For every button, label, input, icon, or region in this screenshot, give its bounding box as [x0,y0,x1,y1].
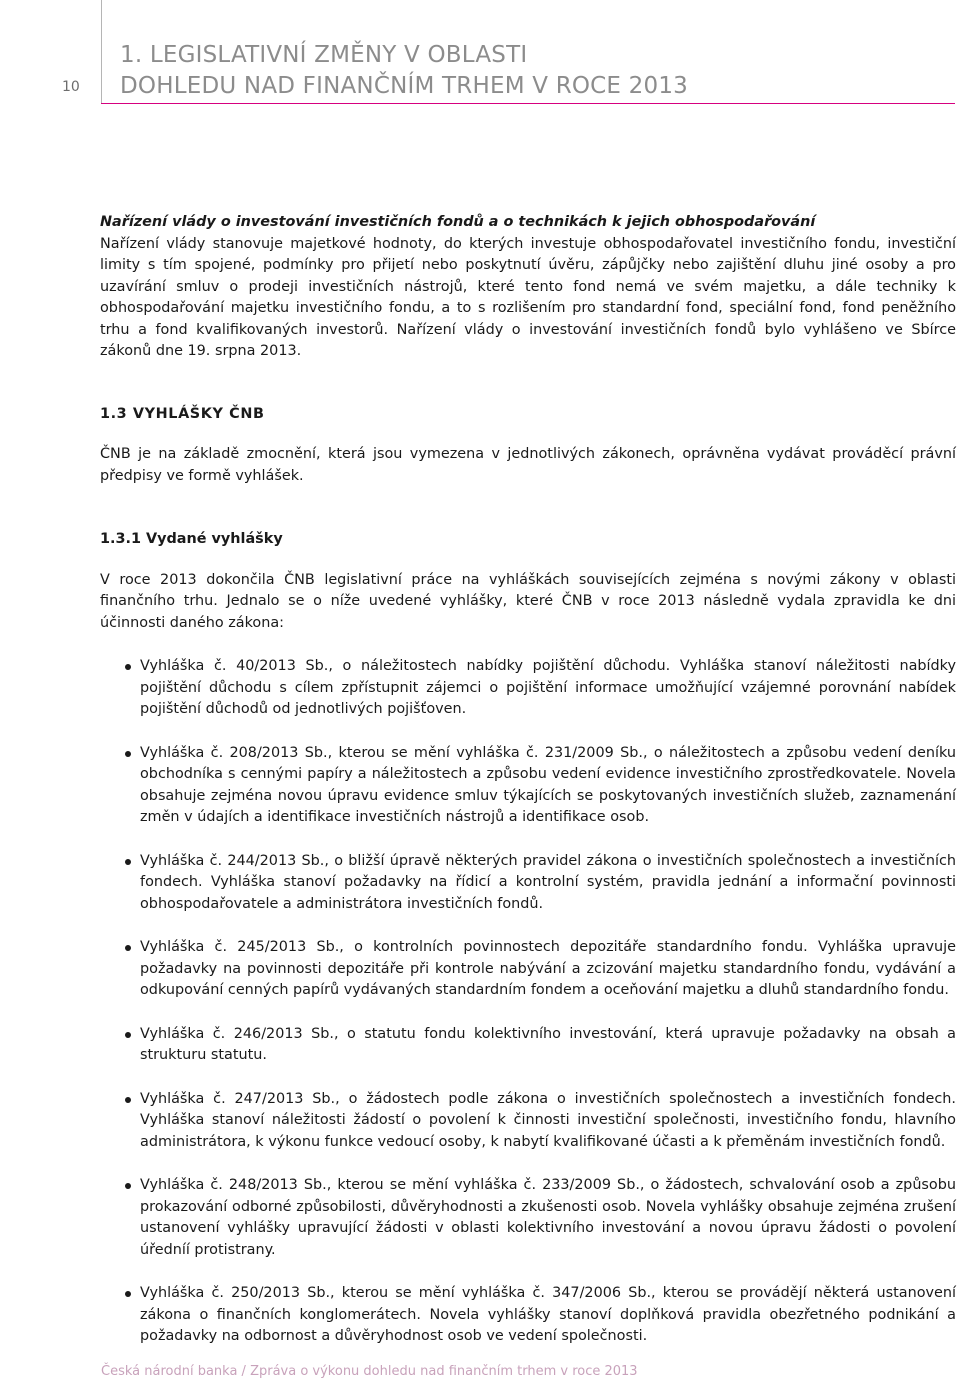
chapter-title [120,40,688,102]
decree-text: Vyhláška č. 248/2013 Sb., kterou se mění vyhláška č. 233/2009 Sb., o žádostech, schvalování osob a způsobu prokazování odborné způsobilosti, důvěryhodnosti a zkušenosti osob. Novela vyhlášky obsahuje zejména zrušení ustanovení vyhlášky upravující žádosti v oblasti kolektivního investování a novou úpravu žádosti o povolení úředníí protistrany. [140,1177,956,1258]
decree-item [100,743,956,829]
page-number: 10 [62,79,80,95]
decree-item [100,851,956,916]
decree-text: Vyhláška č. 245/2013 Sb., o kontrolních povinnostech depozitáře standardního fondu. Vyhláška upravuje požadavky na povinnosti depozitáře při kontrole nabývání a zcizování majetku standardního fondu, vydávání a odkupování cenných papírů vydávaných standardním fondem a oceňování majetku a dluhů standardního fondu. [140,939,956,998]
decree-text: Vyhláška č. 244/2013 Sb., o bližší úpravě některých pravidel zákona o investičních společnostech a investičních fondech. Vyhláška stanoví požadavky na řídicí a kontrolní systém, pravidla jednání a informační povinnosti obhospodařovatele a administrátora investičních fondů. [140,852,956,912]
decree-item [100,1283,956,1348]
section-heading: 1.3 VYHLÁŠKY ČNB [100,405,265,422]
regulation-text: Nařízení vlády stanovuje majetkové hodnoty, do kterých investuje obhospodařovatel investičního fondu, investiční limity s tím spojené, podmínky pro přijetí nebo poskytnutí úvěru, zápůjčky nebo zajištění dluhu jiné osoby a pro uzavírání smluv o prodeji investičních nástrojů, které tento fond nemá ve svém majetku, a dále techniky k obhospodařování majetku investičního fondu, a to s rozlišením pro standardní fond, speciální fond, fond peněžního trhu a fond kvalifikovaných investorů. Nařízení vlády o investování investičních fondů bylo vyhlášeno ve Sbírce zákonů dne 19. srpna 2013. [100,235,956,359]
section-text: ČNB je na základě zmocnění, která jsou vymezena v jednotlivých zákonech, oprávněna vydávat prováděcí právní předpisy ve formě vyhlášek. [100,446,956,484]
main-content [100,212,956,1348]
bullet-icon [125,751,131,757]
chapter-title-line-2: DOHLEDU NAD FINANČNÍM TRHEM V ROCE 2013 [120,73,689,99]
bullet-icon [125,1097,131,1103]
header-vertical-rule [101,0,102,103]
decree-item [100,1024,956,1067]
bullet-icon [125,1183,131,1189]
decree-item [100,656,956,721]
bullet-icon [125,1291,131,1297]
decree-text: Vyhláška č. 40/2013 Sb., o náležitostech nabídky pojištění důchodu. Vyhláška stanoví náležitosti nabídky pojištění důchodu s cílem zpřístupnit zájemci o pojištění informace umožňující vzájemné porovnání nabídek pojištění důchodů od jednotlivých pojišťoven. [140,658,956,717]
regulation-title: Nařízení vlády o investování investičních fondů a o technikách k jejich obhospodařování [100,214,816,230]
decree-text: Vyhláška č. 246/2013 Sb., o statutu fondu kolektivního investování, která upravuje požadavky na obsah a strukturu statutu. [140,1025,956,1063]
decree-item [100,1089,956,1154]
decree-item [100,937,956,1002]
decree-text: Vyhláška č. 250/2013 Sb., kterou se mění vyhláška č. 347/2006 Sb., kterou se provádějí některá ustanovení zákona o finančních konglomerátech. Novela vyhlášky stanoví doplňková pravidla obezřetného podnikání a požadavky na odbornost a důvěryhodnost osob ve vedení společnosti. [140,1285,956,1344]
bullet-icon [125,859,131,865]
decree-item [100,1175,956,1261]
bullet-icon [125,1032,131,1038]
header-accent-rule [101,103,955,104]
decree-text: Vyhláška č. 247/2013 Sb., o žádostech podle zákona o investičních společnostech a investičních fondech. Vyhláška stanoví náležitosti žádostí o povolení k činnosti investiční společnosti, investičního fondu, hlavního administrátora, k výkonu funkce vedoucí osoby, k nabytí kvalifikované účasti a k přeměnám investičních fondů. [140,1090,956,1150]
subsection-heading: 1.3.1 Vydané vyhlášky [100,531,283,547]
subsection-text: V roce 2013 dokončila ČNB legislativní práce na vyhláškách souvisejících zejména s novými zákony v oblasti finančního trhu. Jednalo se o níže uvedené vyhlášky, které ČNB v roce 2013 následně vydala zpravidla ke dni účinnosti daného zákona: [100,571,956,631]
decree-list [100,656,956,1348]
bullet-icon [125,664,131,670]
decree-text: Vyhláška č. 208/2013 Sb., kterou se mění vyhláška č. 231/2009 Sb., o náležitostech a způsobu vedení deníku obchodníka s cennými papíry a náležitostech a způsobu vedení evidence investičního zprostředkovatele. Novela obsahuje zejména novou úpravu evidence smluv týkajících se poskytovaných investičních služeb, zaznamenání změn v údajích a identifikace investičních nástrojů a identifikace osob. [140,744,956,825]
chapter-title-line-1: 1. LEGISLATIVNÍ ZMĚNY V OBLASTI [120,42,528,68]
page-footer: Česká národní banka / Zpráva o výkonu dohledu nad finančním trhem v roce 2013 [101,1364,638,1379]
bullet-icon [125,945,131,951]
